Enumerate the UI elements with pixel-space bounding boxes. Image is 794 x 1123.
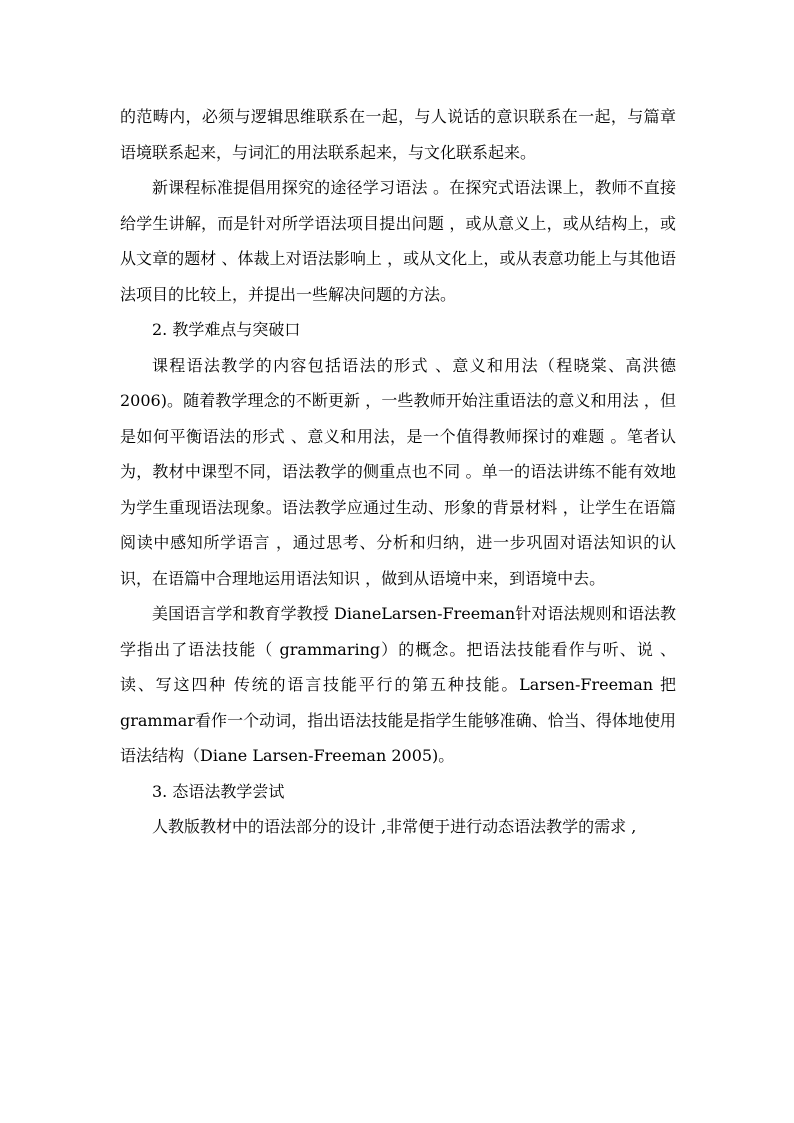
- paragraph-continuation: 的范畴内，必须与逻辑思维联系在一起，与人说话的意识联系在一起，与篇章语境联系起来，与词汇的用法联系起来，与文化联系起来。: [120, 107, 676, 162]
- paragraph-inquiry-grammar: 新课程标准提倡用探究的途径学习语法 。在探究式语法课上，教师不直接给学生讲解，而是针对所学语法项目提出问题 ，或从意义上，或从结构上，或从文章的题材 、体裁上对语法影响上 ，或从文化上，或从表意功能上与其他语法项目的比较上，并提出一些解决问题的方法。: [120, 178, 676, 304]
- paragraph-grammaring: 美国语言学和教育学教授 DianeLarsen-Freeman针对语法规则和语法教学指出了语法技能（ grammaring）的概念。把语法技能看作与听、说 、读、写这四种 传统的语言技能平行的第五种技能。Larsen-Freeman 把grammar看作一个动词，指出语法技能是指学生能够准确、恰当、得体地使用语法结构（Diane Larsen-Freeman 2005)。: [120, 604, 676, 765]
- paragraph-teaching-difficulty: 课程语法教学的内容包括语法的形式 、意义和用法（程晓棠、高洪德2006)。随着教学理念的不断更新 ，一些教师开始注重语法的意义和用法 ，但是如何平衡语法的形式 、意义和用法，是一个值得教师探讨的难题 。笔者认为，教材中课型不同，语法教学的侧重点也不同 。单一的语法讲练不能有效地为学生重现语法现象。语法教学应通过生动、形象的背景材料 ，让学生在语篇阅读中感知所学语言 ，通过思考、分析和归纳，进一步巩固对语法知识的认识，在语篇中合理地运用语法知识 ，做到从语境中来，到语境中去。: [120, 355, 676, 588]
- body-text: [120, 99, 676, 845]
- section-heading-3: 3. 态语法教学尝试: [152, 781, 285, 801]
- paragraph-textbook-design: 人教版教材中的语法部分的设计 ,非常便于进行动态语法教学的需求 ,: [152, 817, 637, 836]
- section-heading-2: 2. 教学难点与突破口: [152, 320, 301, 339]
